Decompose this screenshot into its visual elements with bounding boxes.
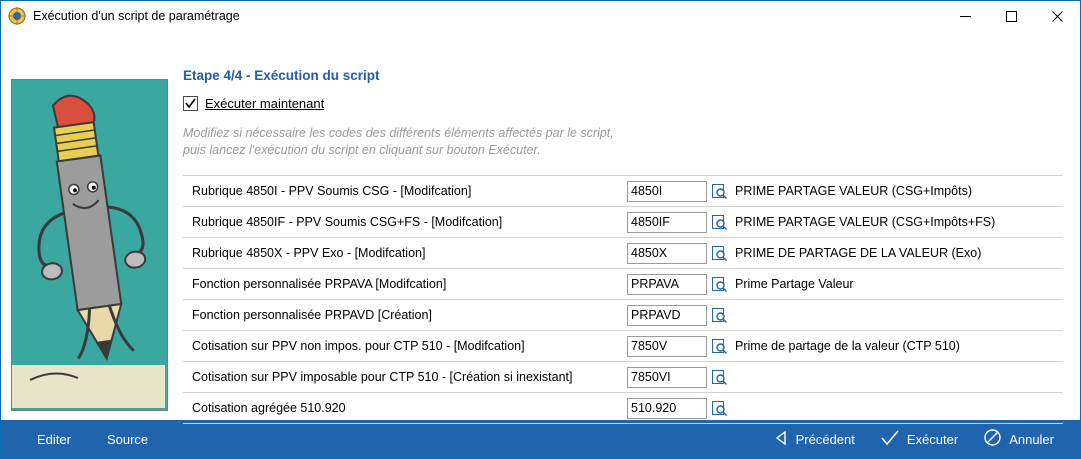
table-row xyxy=(183,207,1063,238)
execute-button[interactable] xyxy=(881,430,958,449)
checkmark-icon xyxy=(185,98,196,109)
magnifier-icon[interactable] xyxy=(709,243,729,264)
minimize-icon[interactable] xyxy=(942,1,988,31)
cancel-label: Annuler xyxy=(1009,431,1054,447)
previous-button[interactable] xyxy=(774,430,855,449)
execute-now-label: Exécuter maintenant xyxy=(205,96,325,111)
page-title: Etape 4/4 - Exécution du script xyxy=(183,68,380,83)
row-label: Rubrique 4850X - PPV Exo - [Modifcation] xyxy=(192,246,426,260)
footer-bar xyxy=(1,420,1080,458)
close-icon[interactable] xyxy=(1034,1,1080,31)
element-rows xyxy=(183,175,1063,424)
execute-now-checkbox[interactable] xyxy=(183,96,198,111)
window-body xyxy=(1,32,1080,420)
magnifier-icon[interactable] xyxy=(709,305,729,326)
table-row xyxy=(183,176,1063,207)
hint-line-1: Modifiez si nécessaire les codes des différents éléments affectés par le script, xyxy=(183,126,614,140)
row-code-input[interactable] xyxy=(627,181,707,202)
row-code-input[interactable] xyxy=(627,305,707,326)
content-area xyxy=(183,68,1066,424)
row-label: Fonction personnalisée PRPAVD [Création] xyxy=(192,308,432,322)
row-label: Cotisation sur PPV non impos. pour CTP 510 - [Modifcation] xyxy=(192,339,525,353)
row-label: Rubrique 4850I - PPV Soumis CSG - [Modifcation] xyxy=(192,184,472,198)
row-description: PRIME PARTAGE VALEUR (CSG+Impôts+FS) xyxy=(735,215,996,229)
row-code-input[interactable] xyxy=(627,274,707,295)
row-label: Cotisation agrégée 510.920 xyxy=(192,401,346,415)
execute-now-checkbox-row[interactable] xyxy=(183,96,1066,111)
maximize-icon[interactable] xyxy=(988,1,1034,31)
row-code-input[interactable] xyxy=(627,336,707,357)
table-row xyxy=(183,393,1063,424)
row-label: Cotisation sur PPV imposable pour CTP 510 - [Création si inexistant] xyxy=(192,370,573,384)
row-description: Prime de partage de la valeur (CTP 510) xyxy=(735,339,960,353)
row-code-input[interactable] xyxy=(627,212,707,233)
pencil-mascot-illustration xyxy=(12,80,165,408)
row-description: PRIME PARTAGE VALEUR (CSG+Impôts) xyxy=(735,184,972,198)
hint-line-2: puis lancez l'exécution du script en cliquant sur bouton Exécuter. xyxy=(183,143,541,157)
row-code-input[interactable] xyxy=(627,398,707,419)
table-row xyxy=(183,300,1063,331)
edit-button[interactable]: Editer xyxy=(37,431,71,447)
table-row xyxy=(183,362,1063,393)
title-bar xyxy=(1,1,1080,32)
row-code-input[interactable] xyxy=(627,367,707,388)
row-description: Prime Partage Valeur xyxy=(735,277,854,291)
app-icon xyxy=(8,7,26,25)
magnifier-icon[interactable] xyxy=(709,336,729,357)
execute-label: Exécuter xyxy=(906,431,959,447)
no-entry-icon xyxy=(984,429,1001,449)
table-row xyxy=(183,269,1063,300)
table-row xyxy=(183,331,1063,362)
magnifier-icon[interactable] xyxy=(709,398,729,419)
row-code-input[interactable] xyxy=(627,243,707,264)
window-title: Exécution d'un script de paramétrage xyxy=(33,9,240,23)
hint-text xyxy=(183,125,1066,159)
magnifier-icon[interactable] xyxy=(709,181,729,202)
magnifier-icon[interactable] xyxy=(709,212,729,233)
row-description: PRIME DE PARTAGE DE LA VALEUR (Exo) xyxy=(735,246,982,260)
checkmark-icon xyxy=(881,430,899,449)
chevron-left-icon xyxy=(774,430,788,449)
source-button[interactable]: Source xyxy=(106,431,149,447)
magnifier-icon[interactable] xyxy=(709,367,729,388)
row-label: Fonction personnalisée PRPAVA [Modifcation] xyxy=(192,277,447,291)
table-row xyxy=(183,238,1063,269)
row-label: Rubrique 4850IF - PPV Soumis CSG+FS - [Modifcation] xyxy=(192,215,503,229)
previous-label: Précédent xyxy=(795,431,855,447)
illustration-panel xyxy=(11,79,168,411)
magnifier-icon[interactable] xyxy=(709,274,729,295)
cancel-button[interactable] xyxy=(984,429,1054,449)
